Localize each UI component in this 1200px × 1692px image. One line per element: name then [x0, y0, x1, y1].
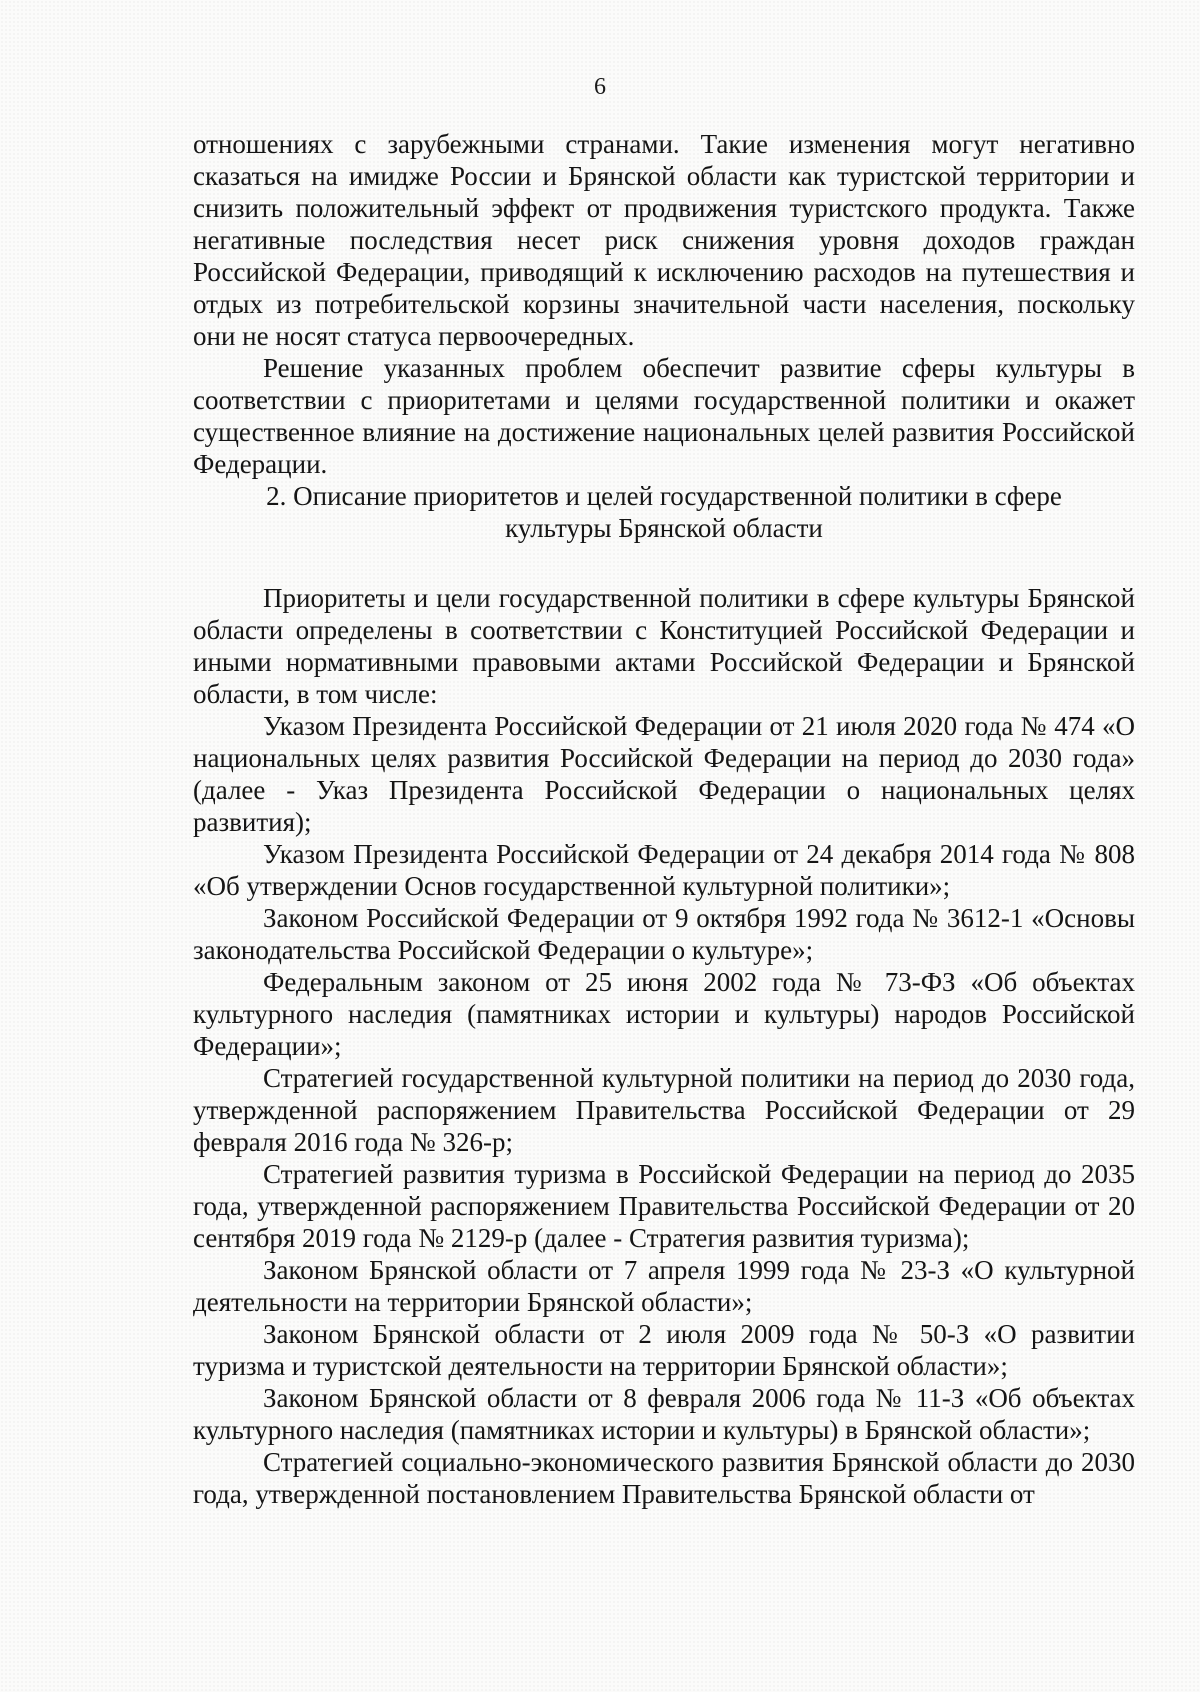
section-heading: 2. Описание приоритетов и целей государственной политики в сфере культуры Брянской области: [266, 481, 1062, 543]
paragraph: Решение указанных проблем обеспечит развитие сферы культуры в соответствии с приоритетами и целями государственной политики и окажет существенное влияние на достижение национальных целей развития Российской Федерации.: [193, 353, 1135, 479]
list-item: Законом Брянской области от 7 апреля 1999 года № 23-З «О культурной деятельности на территории Брянской области»;: [193, 1255, 1135, 1317]
list-item: Законом Брянской области от 8 февраля 2006 года № 11-З «Об объектах культурного наследия (памятниках истории и культуры) в Брянской области»;: [193, 1383, 1135, 1445]
list-item: Указом Президента Российской Федерации от 21 июля 2020 года № 474 «О национальных целях развития Российской Федерации на период до 2030 года» (далее - Указ Президента Российской Федерации о национальных целях развития);: [193, 711, 1135, 837]
list-item: Законом Брянской области от 2 июля 2009 года № 50-З «О развитии туризма и туристской деятельности на территории Брянской области»;: [193, 1319, 1135, 1381]
document-body: [193, 128, 1135, 1510]
list-item: Указом Президента Российской Федерации от 24 декабря 2014 года № 808 «Об утверждении Основ государственной культурной политики»;: [193, 839, 1135, 901]
page-number: 6: [594, 74, 606, 100]
paragraph: отношениях с зарубежными странами. Такие изменения могут негативно сказаться на имидже России и Брянской области как туристской территории и снизить положительный эффект от продвижения туристского продукта. Также негативные последствия несет риск снижения уровня доходов граждан Российской Федерации, приводящий к исключению расходов на путешествия и отдых из потребительской корзины значительной части населения, поскольку они не носят статуса первоочередных.: [193, 129, 1135, 351]
list-item: Стратегией государственной культурной политики на период до 2030 года, утвержденной распоряжением Правительства Российской Федерации от 29 февраля 2016 года № 326-р;: [193, 1063, 1135, 1157]
list-item: Законом Российской Федерации от 9 октября 1992 года № 3612-1 «Основы законодательства Российской Федерации о культуре»;: [193, 903, 1135, 965]
list-item: Федеральным законом от 25 июня 2002 года № 73-ФЗ «Об объектах культурного наследия (памятниках истории и культуры) народов Российской Федерации»;: [193, 967, 1135, 1061]
list-item: Стратегией социально-экономического развития Брянской области до 2030 года, утвержденной постановлением Правительства Брянской области от: [193, 1447, 1135, 1509]
paragraph: Приоритеты и цели государственной политики в сфере культуры Брянской области определены в соответствии с Конституцией Российской Федерации и иными нормативными правовыми актами Российской Федерации и Брянской области, в том числе:: [193, 583, 1135, 709]
list-item: Стратегией развития туризма в Российской Федерации на период до 2035 года, утвержденной распоряжением Правительства Российской Федерации от 20 сентября 2019 года № 2129-р (далее - Стратегия развития туризма);: [193, 1159, 1135, 1253]
